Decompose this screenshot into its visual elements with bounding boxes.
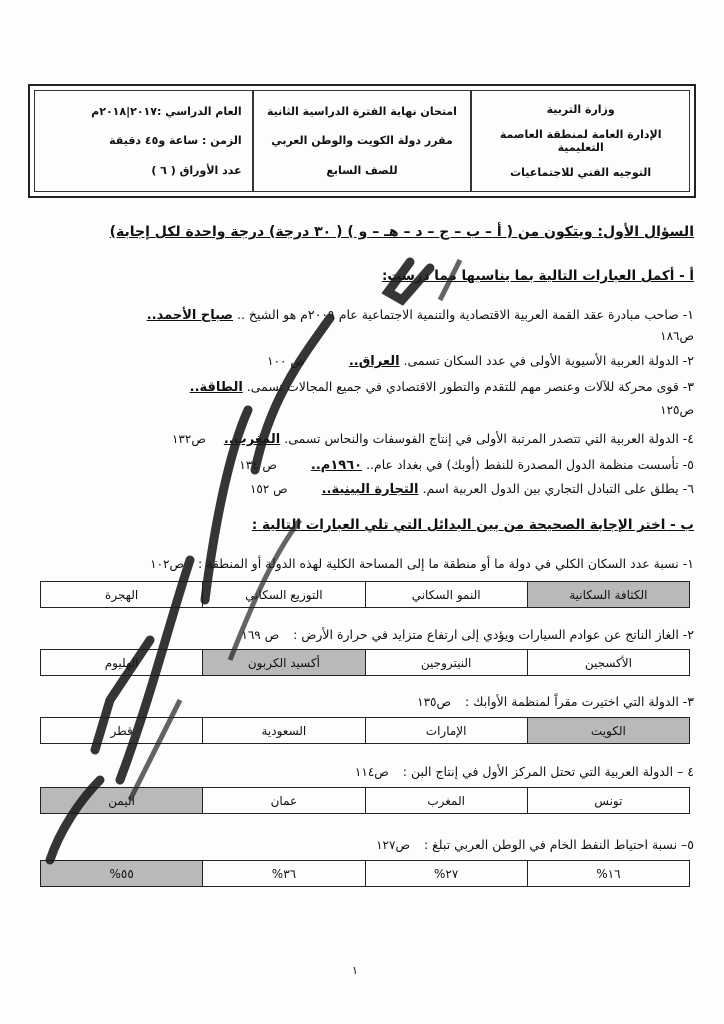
- header-ministry-cell: [471, 90, 690, 192]
- item-answer: المغرب..: [223, 432, 281, 447]
- academic-year: العام الدراسي :٢٠١٧|٢٠١٨م: [91, 105, 242, 119]
- item-answer: صباح الأحمد..: [146, 308, 233, 323]
- item-page: ص١٣٥: [417, 695, 451, 709]
- option-cell[interactable]: الكويت: [527, 718, 689, 743]
- option-cell[interactable]: المغرب: [365, 788, 527, 813]
- option-cell[interactable]: ٣٦%: [202, 861, 364, 886]
- item-text: ٤- الدولة العربية التي تتصدر المرتبة الأولى في إنتاج الفوسفات والنحاس تسمى.: [284, 431, 694, 446]
- exam-duration: الزمن : ساعة و٤٥ دقيقة: [109, 134, 242, 148]
- item-page: ص ١٣٤: [239, 458, 277, 472]
- option-cell[interactable]: ١٦%: [527, 861, 689, 886]
- option-cell[interactable]: الإمارات: [365, 718, 527, 743]
- section-b-item-3: [24, 694, 694, 709]
- option-cell[interactable]: التوزيع السكاني: [202, 582, 364, 607]
- section-a-item-3: [24, 379, 694, 395]
- section-b-title: ب - اختر الإجابة الصحيحة من بين البدائل التي تلي العبارات التالية :: [251, 517, 694, 533]
- section-b-item-1-options: [40, 581, 690, 608]
- sheet-count: عدد الأوراق ( ٦ ): [151, 163, 242, 177]
- section-a-title: أ - أكمل العبارات التالية بما يناسبها مما درست:: [381, 268, 694, 284]
- item-page: ص١٠٢: [150, 557, 184, 571]
- item-page: ص ١٦٩: [241, 628, 280, 642]
- section-b-item-4-options: [40, 787, 690, 814]
- item-text: ١- نسبة عدد السكان الكلي في دولة ما أو منطقة ما إلى المساحة الكلية لهذه الدولة أو المنطقة :: [197, 556, 694, 571]
- item-page: ص١٣٢: [171, 432, 206, 446]
- exam-title: امتحان نهاية الفترة الدراسية الثانية: [267, 105, 457, 119]
- item-page: ص ١٠٠: [267, 354, 305, 368]
- education-district: الإدارة العامة لمنطقة العاصمة التعليمية: [499, 128, 662, 154]
- item-text: ٤ – الدولة العربية التي تحتل المركز الأول في إنتاج البن :: [402, 764, 694, 779]
- header-info-cell: [34, 90, 253, 192]
- section-b-item-2-options: [40, 649, 690, 676]
- grade-level: للصف السابع: [326, 163, 398, 177]
- section-a-item-1-page: ص١٨٦: [660, 329, 694, 343]
- option-cell[interactable]: الهجرة: [105, 587, 139, 602]
- section-b-item-2: [24, 627, 694, 642]
- section-b-item-1: [24, 556, 694, 571]
- item-page: ص١٢٧: [376, 838, 410, 852]
- option-cell[interactable]: أكسيد الكربون: [202, 650, 364, 675]
- option-cell[interactable]: ٢٧%: [365, 861, 527, 886]
- section-a-item-6: [24, 481, 694, 497]
- option-cell[interactable]: عمان: [202, 788, 364, 813]
- item-text: ١- صاحب مبادرة عقد القمة العربية الاقتصادية والتنمية الاجتماعية عام ٢٠٠٩م هو الشيخ ..: [236, 307, 694, 322]
- item-answer: الطاقة..: [189, 380, 243, 395]
- item-answer: ١٩٦٠م..: [310, 458, 363, 473]
- option-cell[interactable]: تونس: [527, 788, 689, 813]
- item-text: ٣- الدولة التي اختيرت مقراً لمنظمة الأوابك :: [464, 694, 694, 709]
- option-cell[interactable]: الهليوم: [104, 655, 139, 670]
- item-text: ٥- تأسست منظمة الدول المصدرة للنفط (أوبك) في بغداد عام..: [366, 457, 694, 472]
- option-cell[interactable]: ٥٥%: [41, 861, 202, 886]
- section-b-item-3-options: [40, 717, 690, 744]
- section-b-item-4: [24, 764, 694, 779]
- option-cell[interactable]: الكثافة السكانية: [527, 582, 689, 607]
- section-a-item-3-page: ص١٢٥: [660, 403, 694, 417]
- option-cell[interactable]: الأكسجين: [527, 650, 689, 675]
- item-answer: العراق..: [348, 354, 400, 369]
- section-b-item-5-options: [40, 860, 690, 887]
- item-text: ٦- يطلق على التبادل التجاري بين الدول العربية اسم.: [422, 481, 694, 496]
- section-a-item-4: [24, 431, 694, 447]
- section-a-item-1: [24, 307, 694, 323]
- page-number: ١: [352, 964, 358, 977]
- item-text: ٢- الغاز الناتج عن عوادم السيارات ويؤدي إلى ارتفاع متزايد في حرارة الأرض :: [293, 627, 694, 642]
- exam-header: [28, 84, 696, 198]
- item-answer: التجارة البينية..: [321, 482, 419, 497]
- section-b-item-5: [24, 837, 694, 852]
- header-exam-cell: [253, 90, 472, 192]
- section-a-item-5: [24, 457, 694, 473]
- item-text: ٢- الدولة العربية الأسيوية الأولى في عدد السكان تسمى.: [403, 353, 694, 368]
- option-cell[interactable]: قطر: [110, 723, 133, 738]
- option-cell[interactable]: النيتروجين: [365, 650, 527, 675]
- question-1-title: السؤال الأول: ويتكون من ( أ – ب – ج – د – هـ – و ) ( ٣٠ درجة) درجة واحدة لكل إجابة): [109, 224, 694, 240]
- item-page: ص١١٤: [354, 765, 389, 779]
- section-a-item-2: [24, 353, 694, 369]
- social-studies-dept: التوجيه الفني للاجتماعيات: [510, 166, 652, 179]
- ministry-name: وزارة التربية: [546, 103, 615, 116]
- option-cell[interactable]: النمو السكاني: [365, 582, 527, 607]
- item-page: ص ١٥٢: [249, 482, 288, 496]
- option-cell[interactable]: اليمن: [41, 788, 202, 813]
- item-text: ٥– نسبة احتياط النفط الخام في الوطن العربي تبلغ :: [423, 837, 694, 852]
- course-name: مقرر دولة الكويت والوطن العربي: [271, 134, 453, 148]
- item-text: ٣- قوى محركة للآلات وعنصر مهم للتقدم والتطور الاقتصادي في جميع المجالات تسمى.: [246, 379, 694, 394]
- option-cell[interactable]: السعودية: [202, 718, 364, 743]
